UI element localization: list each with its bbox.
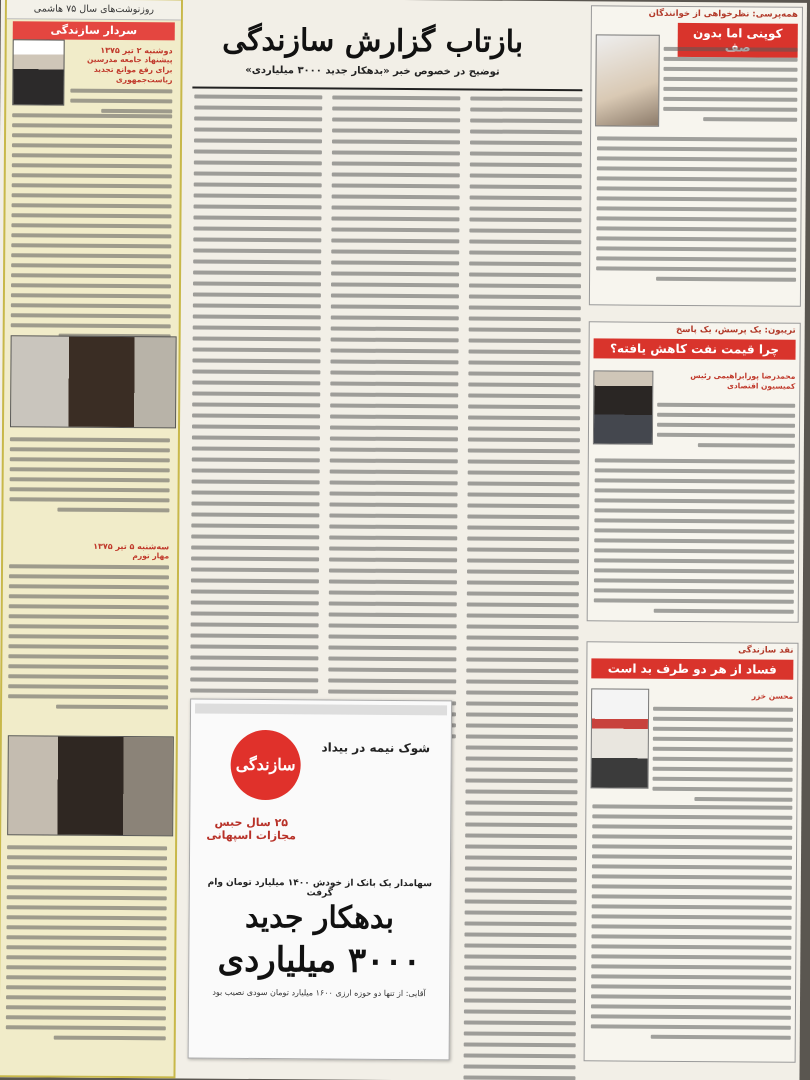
- article-column-1: [463, 96, 583, 1080]
- tribune-author: محمدرضا پورابراهیمی رئیس کمیسیون اقتصادی: [691, 371, 797, 391]
- left-column-header: روزنوشت‌های سال ۷۵ هاشمی: [8, 0, 182, 20]
- tribune-box: [588, 321, 802, 622]
- newspaper-logo: سازندگی: [231, 730, 301, 800]
- page-title: بازتاب گزارش سازندگی: [223, 22, 525, 60]
- first-date: دوشنبه ۲ تیر ۱۳۷۵: [101, 45, 174, 56]
- second-date: سه‌شنبه ۵ تیر ۱۳۷۵: [94, 541, 171, 552]
- cover-kicker: سهامدار یک بانک از خودش ۱۴۰۰ میلیارد تومان وام گرفت: [208, 877, 434, 899]
- article-column-2: [329, 96, 462, 746]
- article-column-3: [191, 95, 324, 745]
- cover-headline-line-1: بدهکار جدید: [245, 899, 396, 936]
- poll-title: کوپنی اما بدون: [679, 23, 799, 58]
- portrait-photo-3: [8, 735, 175, 836]
- portrait-photo-2: [11, 335, 178, 428]
- left-section-title: سردار سازندگی: [14, 21, 176, 40]
- critique-cover-thumbnail: [592, 688, 651, 788]
- critique-title: فساد از هر دو طرف بد است: [592, 658, 794, 679]
- poll-box: [590, 5, 804, 306]
- tribune-kicker: تریبون: یک پرسش، یک پاسخ: [676, 324, 797, 336]
- cover-side-headline-1: شوک نیمه در بیداد: [322, 740, 432, 756]
- first-kicker: پیشنهاد جامعه مدرسین برای رفع موانع تجدید ریاست‌جمهوری: [88, 54, 174, 85]
- cover-top-bar: [196, 704, 448, 716]
- author-photo: [594, 370, 655, 444]
- left-column: [0, 0, 184, 1078]
- page-subtitle: توضیح در خصوص خبر «بدهکار جدید ۳۰۰۰ میلیاردی»: [246, 64, 501, 78]
- tribune-title: چرا قیمت نفت کاهش یافته؟: [595, 338, 797, 359]
- critique-author: محسن خزر: [752, 691, 795, 701]
- cover-side-headline-2: ۲۵ سال حبس مجازات اسپهانی: [207, 815, 298, 843]
- cover-headline-line-2: ۳۰۰۰ میلیاردی: [218, 939, 423, 982]
- embedded-newspaper-cover: [189, 699, 454, 1061]
- portrait-photo-1: [13, 39, 65, 105]
- critique-box: [585, 641, 800, 1062]
- second-kicker: مهار تورم: [133, 551, 171, 561]
- coupon-photo: [596, 34, 661, 126]
- title-rule: [193, 87, 583, 92]
- poll-kicker: همه‌پرسی: نظرخواهی از خوانندگان: [649, 8, 799, 20]
- critique-kicker: نقد سازندگی: [739, 645, 795, 656]
- right-column: [582, 1, 806, 1080]
- cover-subheadline: آقایی: از تنها دو حوزه ارزی ۱۶۰۰ میلیارد تومان سودی نصیب بود: [213, 987, 427, 999]
